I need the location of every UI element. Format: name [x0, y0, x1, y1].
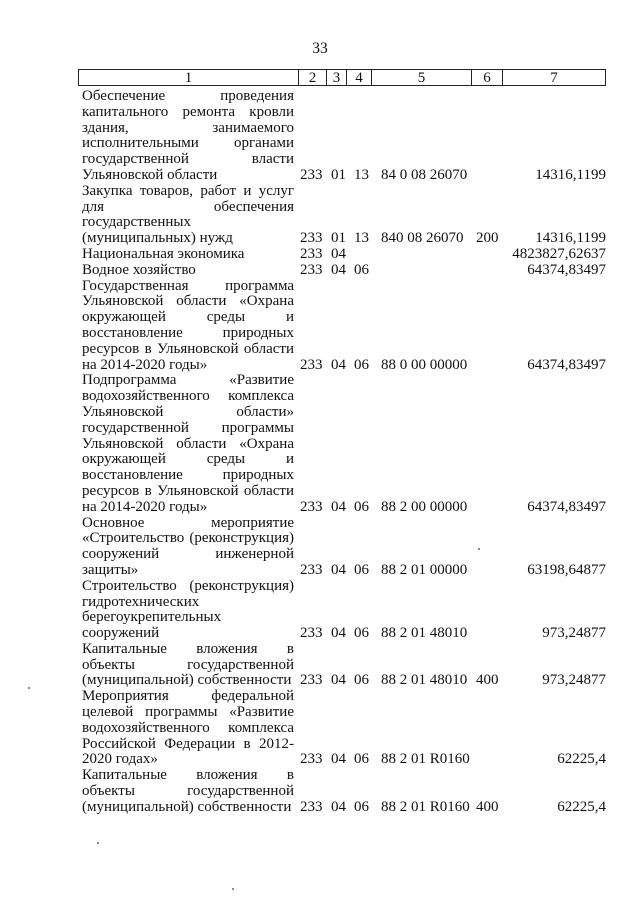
row-code-section: 04 — [331, 798, 346, 815]
row-code-target: 88 2 01 R0160 — [381, 751, 470, 768]
row-codes — [0, 563, 640, 579]
table-row — [0, 579, 640, 642]
row-code-subsection: 06 — [354, 356, 369, 373]
header-col-6: 6 — [471, 70, 502, 85]
row-amount: 973,24877 — [542, 672, 606, 689]
row-codes — [0, 263, 640, 279]
row-code-section: 04 — [331, 261, 346, 278]
table-row — [0, 279, 640, 374]
header-col-1: 1 — [184, 70, 193, 86]
row-code-section: 01 — [331, 230, 346, 247]
table-row — [0, 184, 640, 247]
row-description: Капитальные вложения в объекты государственной (муниципальной) собственности — [82, 767, 294, 815]
table-row — [0, 768, 640, 815]
row-code-section: 04 — [331, 672, 346, 689]
row-code-subsection: 06 — [354, 261, 369, 278]
row-description: Обеспечение проведения капитального ремонта кровли здания, занимаемого исполнительными органами государственной власти Ульяновской области — [82, 88, 294, 183]
table-body — [0, 89, 640, 816]
table-row — [0, 263, 640, 279]
row-code-grbs: 233 — [300, 261, 323, 278]
page-number: 33 — [312, 40, 328, 57]
row-amount: 63198,64877 — [527, 561, 606, 578]
row-code-section: 04 — [331, 625, 346, 642]
scan-speck — [478, 548, 480, 550]
row-amount: 973,24877 — [542, 625, 606, 642]
row-code-grbs: 233 — [300, 166, 323, 183]
header-col-5: 5 — [371, 70, 471, 85]
row-code-expense-type: 200 — [476, 230, 499, 247]
row-code-section: 04 — [331, 498, 346, 515]
row-code-target: 88 2 00 00000 — [381, 498, 468, 515]
row-description: Подпрограмма «Развитие водохозяйственного комплекса Ульяновской области» государственной программы Ульяновской области «Охрана окружающей среды и восстановление природных ресурсов в Ульяновской области на 2014-2020 годы» — [82, 372, 294, 515]
row-code-grbs: 233 — [300, 672, 323, 689]
row-description: Капитальные вложения в объекты государственной (муниципальной) собственности — [82, 640, 294, 689]
row-amount: 64374,83497 — [527, 261, 606, 278]
row-code-subsection: 06 — [354, 561, 369, 578]
row-code-subsection: 13 — [354, 166, 369, 183]
row-amount: 62225,4 — [557, 798, 606, 815]
row-code-section: 04 — [331, 356, 346, 373]
row-code-subsection: 06 — [354, 625, 369, 642]
row-code-grbs: 233 — [300, 245, 323, 262]
row-code-expense-type: 400 — [476, 798, 499, 815]
row-codes — [0, 168, 640, 184]
row-code-target: 88 2 01 00000 — [381, 561, 468, 578]
row-code-grbs: 233 — [300, 625, 323, 642]
row-amount: 62225,4 — [557, 751, 606, 768]
row-codes — [0, 800, 640, 816]
row-code-target: 88 2 01 R0160 — [381, 798, 470, 815]
table-row — [0, 373, 640, 515]
row-code-grbs: 233 — [300, 561, 323, 578]
row-codes — [0, 247, 640, 263]
row-code-grbs: 233 — [300, 356, 323, 373]
row-code-section: 04 — [331, 751, 346, 768]
header-col-3: 3 — [326, 70, 346, 85]
table-header — [78, 69, 606, 86]
row-amount: 14316,1199 — [535, 230, 606, 247]
row-amount: 64374,83497 — [527, 356, 606, 373]
row-code-subsection: 06 — [354, 751, 369, 768]
row-amount: 4823827,62637 — [512, 245, 606, 262]
table-row — [0, 642, 640, 689]
row-description: Водное хозяйство — [82, 261, 196, 278]
scan-speck — [28, 687, 30, 689]
row-code-expense-type: 400 — [476, 672, 499, 689]
table-row — [0, 516, 640, 579]
row-codes — [0, 673, 640, 689]
row-codes — [0, 357, 640, 373]
header-col-4: 4 — [346, 70, 371, 85]
table-row — [0, 89, 640, 184]
row-code-target: 88 2 01 48010 — [381, 672, 468, 689]
row-code-subsection: 06 — [354, 798, 369, 815]
row-description: Национальная экономика — [82, 245, 245, 262]
row-code-section: 04 — [331, 245, 346, 262]
row-codes — [0, 626, 640, 642]
row-code-target: 840 08 26070 — [381, 230, 464, 247]
row-amount: 64374,83497 — [527, 498, 606, 515]
row-code-subsection: 13 — [354, 230, 369, 247]
row-description: Закупка товаров, работ и услуг для обеспечения государственных (муниципальных) нужд — [82, 182, 294, 247]
row-code-grbs: 233 — [300, 798, 323, 815]
row-amount: 14316,1199 — [535, 166, 606, 183]
row-description: Основное мероприятие «Строительство (реконструкция) сооружений инженерной защиты» — [82, 514, 294, 578]
row-code-subsection: 06 — [354, 672, 369, 689]
row-codes — [0, 231, 640, 247]
row-code-section: 01 — [331, 166, 346, 183]
scan-speck — [97, 842, 99, 844]
scan-speck — [232, 888, 234, 890]
table-row — [0, 689, 640, 768]
row-description: Государственная программа Ульяновской области «Охрана окружающей среды и восстановление природных ресурсов в Ульяновской области на 2014-2020 годы» — [82, 277, 294, 373]
row-description: Строительство (реконструкция) гидротехнических берегоукрепительных сооружений — [82, 577, 294, 642]
row-code-grbs: 233 — [300, 751, 323, 768]
table-row — [0, 247, 640, 263]
row-code-target: 84 0 08 26070 — [381, 166, 468, 183]
header-col-2: 2 — [298, 70, 326, 85]
row-code-target: 88 0 00 00000 — [381, 356, 468, 373]
row-code-subsection: 06 — [354, 498, 369, 515]
row-codes — [0, 752, 640, 768]
row-code-section: 04 — [331, 561, 346, 578]
row-code-target: 88 2 01 48010 — [381, 625, 468, 642]
header-col-7: 7 — [502, 70, 605, 85]
row-description: Мероприятия федеральной целевой программы «Развитие водохозяйственного комплекса Российской Федерации в 2012-2020 годах» — [82, 688, 294, 768]
row-code-grbs: 233 — [300, 498, 323, 515]
row-code-grbs: 233 — [300, 230, 323, 247]
row-codes — [0, 500, 640, 516]
